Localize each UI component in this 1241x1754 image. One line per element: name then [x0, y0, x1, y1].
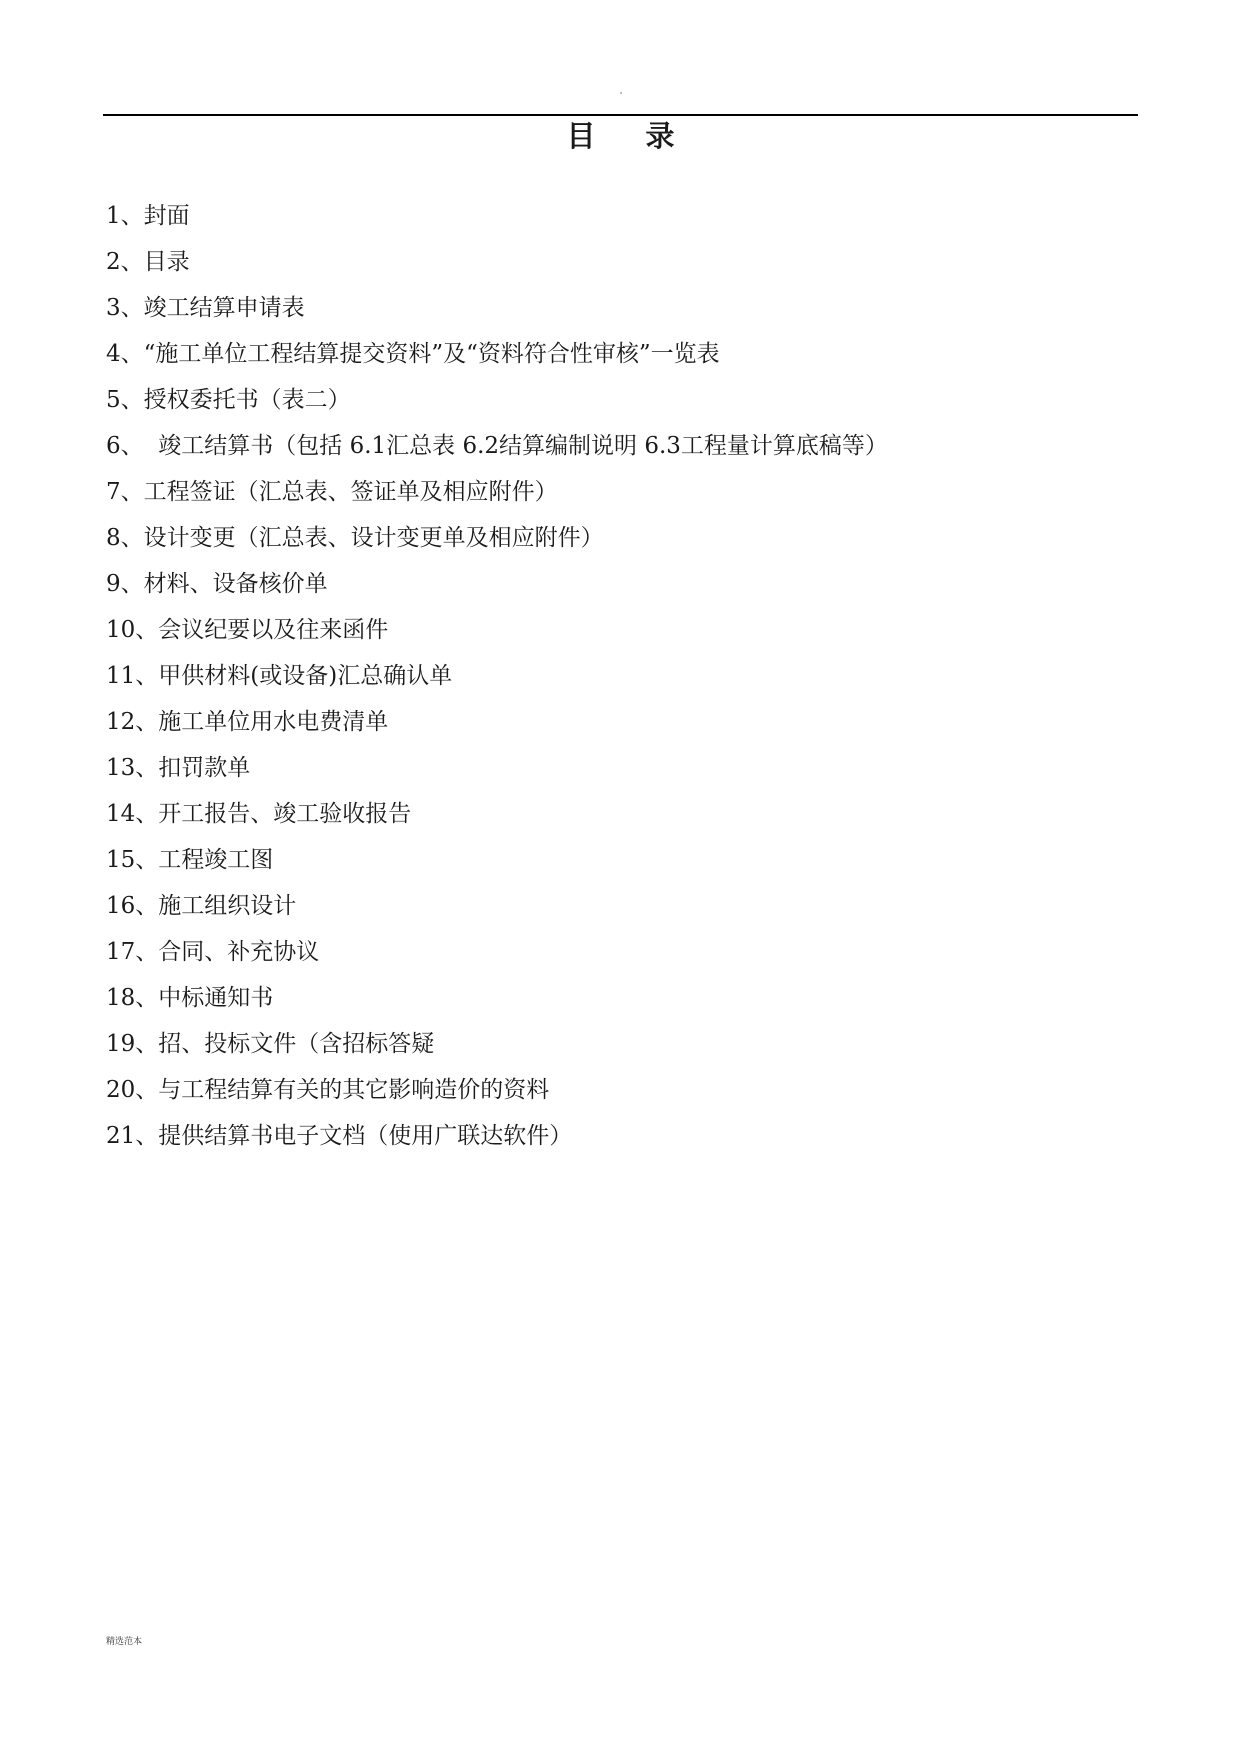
toc-item-20: 20、与工程结算有关的其它影响造价的资料: [106, 1077, 550, 1103]
toc-item-5: 5、授权委托书（表二）: [106, 387, 351, 413]
toc-item-17: 17、合同、补充协议: [106, 939, 320, 965]
toc-item-4: 4、“施工单位工程结算提交资料”及“资料符合性审核”一览表: [106, 341, 720, 367]
toc-item-3: 3、竣工结算申请表: [106, 295, 305, 321]
toc-item-12: 12、施工单位用水电费清单: [106, 709, 389, 735]
toc-item-6: 6、 竣工结算书（包括 6.1汇总表 6.2结算编制说明 6.3工程量计算底稿等）: [106, 433, 888, 459]
page-title: [0, 116, 1241, 156]
toc-item-8: 8、设计变更（汇总表、设计变更单及相应附件）: [106, 525, 604, 551]
footer-note: 精选范本: [106, 1637, 143, 1647]
toc-list: [106, 198, 888, 1164]
toc-item-10: 10、会议纪要以及往来函件: [106, 617, 389, 643]
toc-item-13: 13、扣罚款单: [106, 755, 251, 781]
toc-item-1: 1、封面: [106, 203, 190, 229]
toc-item-21: 21、提供结算书电子文档（使用广联达软件）: [106, 1123, 573, 1149]
page-title-part1: 目: [566, 119, 596, 153]
toc-item-18: 18、中标通知书: [106, 985, 274, 1011]
toc-item-2: 2、目录: [106, 249, 190, 275]
toc-item-14: 14、开工报告、竣工验收报告: [106, 801, 412, 827]
toc-item-7: 7、工程签证（汇总表、签证单及相应附件）: [106, 479, 558, 505]
toc-item-15: 15、工程竣工图: [106, 847, 274, 873]
page-title-part2: 录: [645, 119, 675, 153]
toc-item-9: 9、材料、设备核价单: [106, 571, 328, 597]
toc-item-16: 16、施工组织设计: [106, 893, 297, 919]
toc-item-11: 11、甲供材料(或设备)汇总确认单: [106, 663, 453, 689]
toc-item-19: 19、招、投标文件（含招标答疑: [106, 1031, 435, 1057]
header-dot: [620, 92, 622, 94]
